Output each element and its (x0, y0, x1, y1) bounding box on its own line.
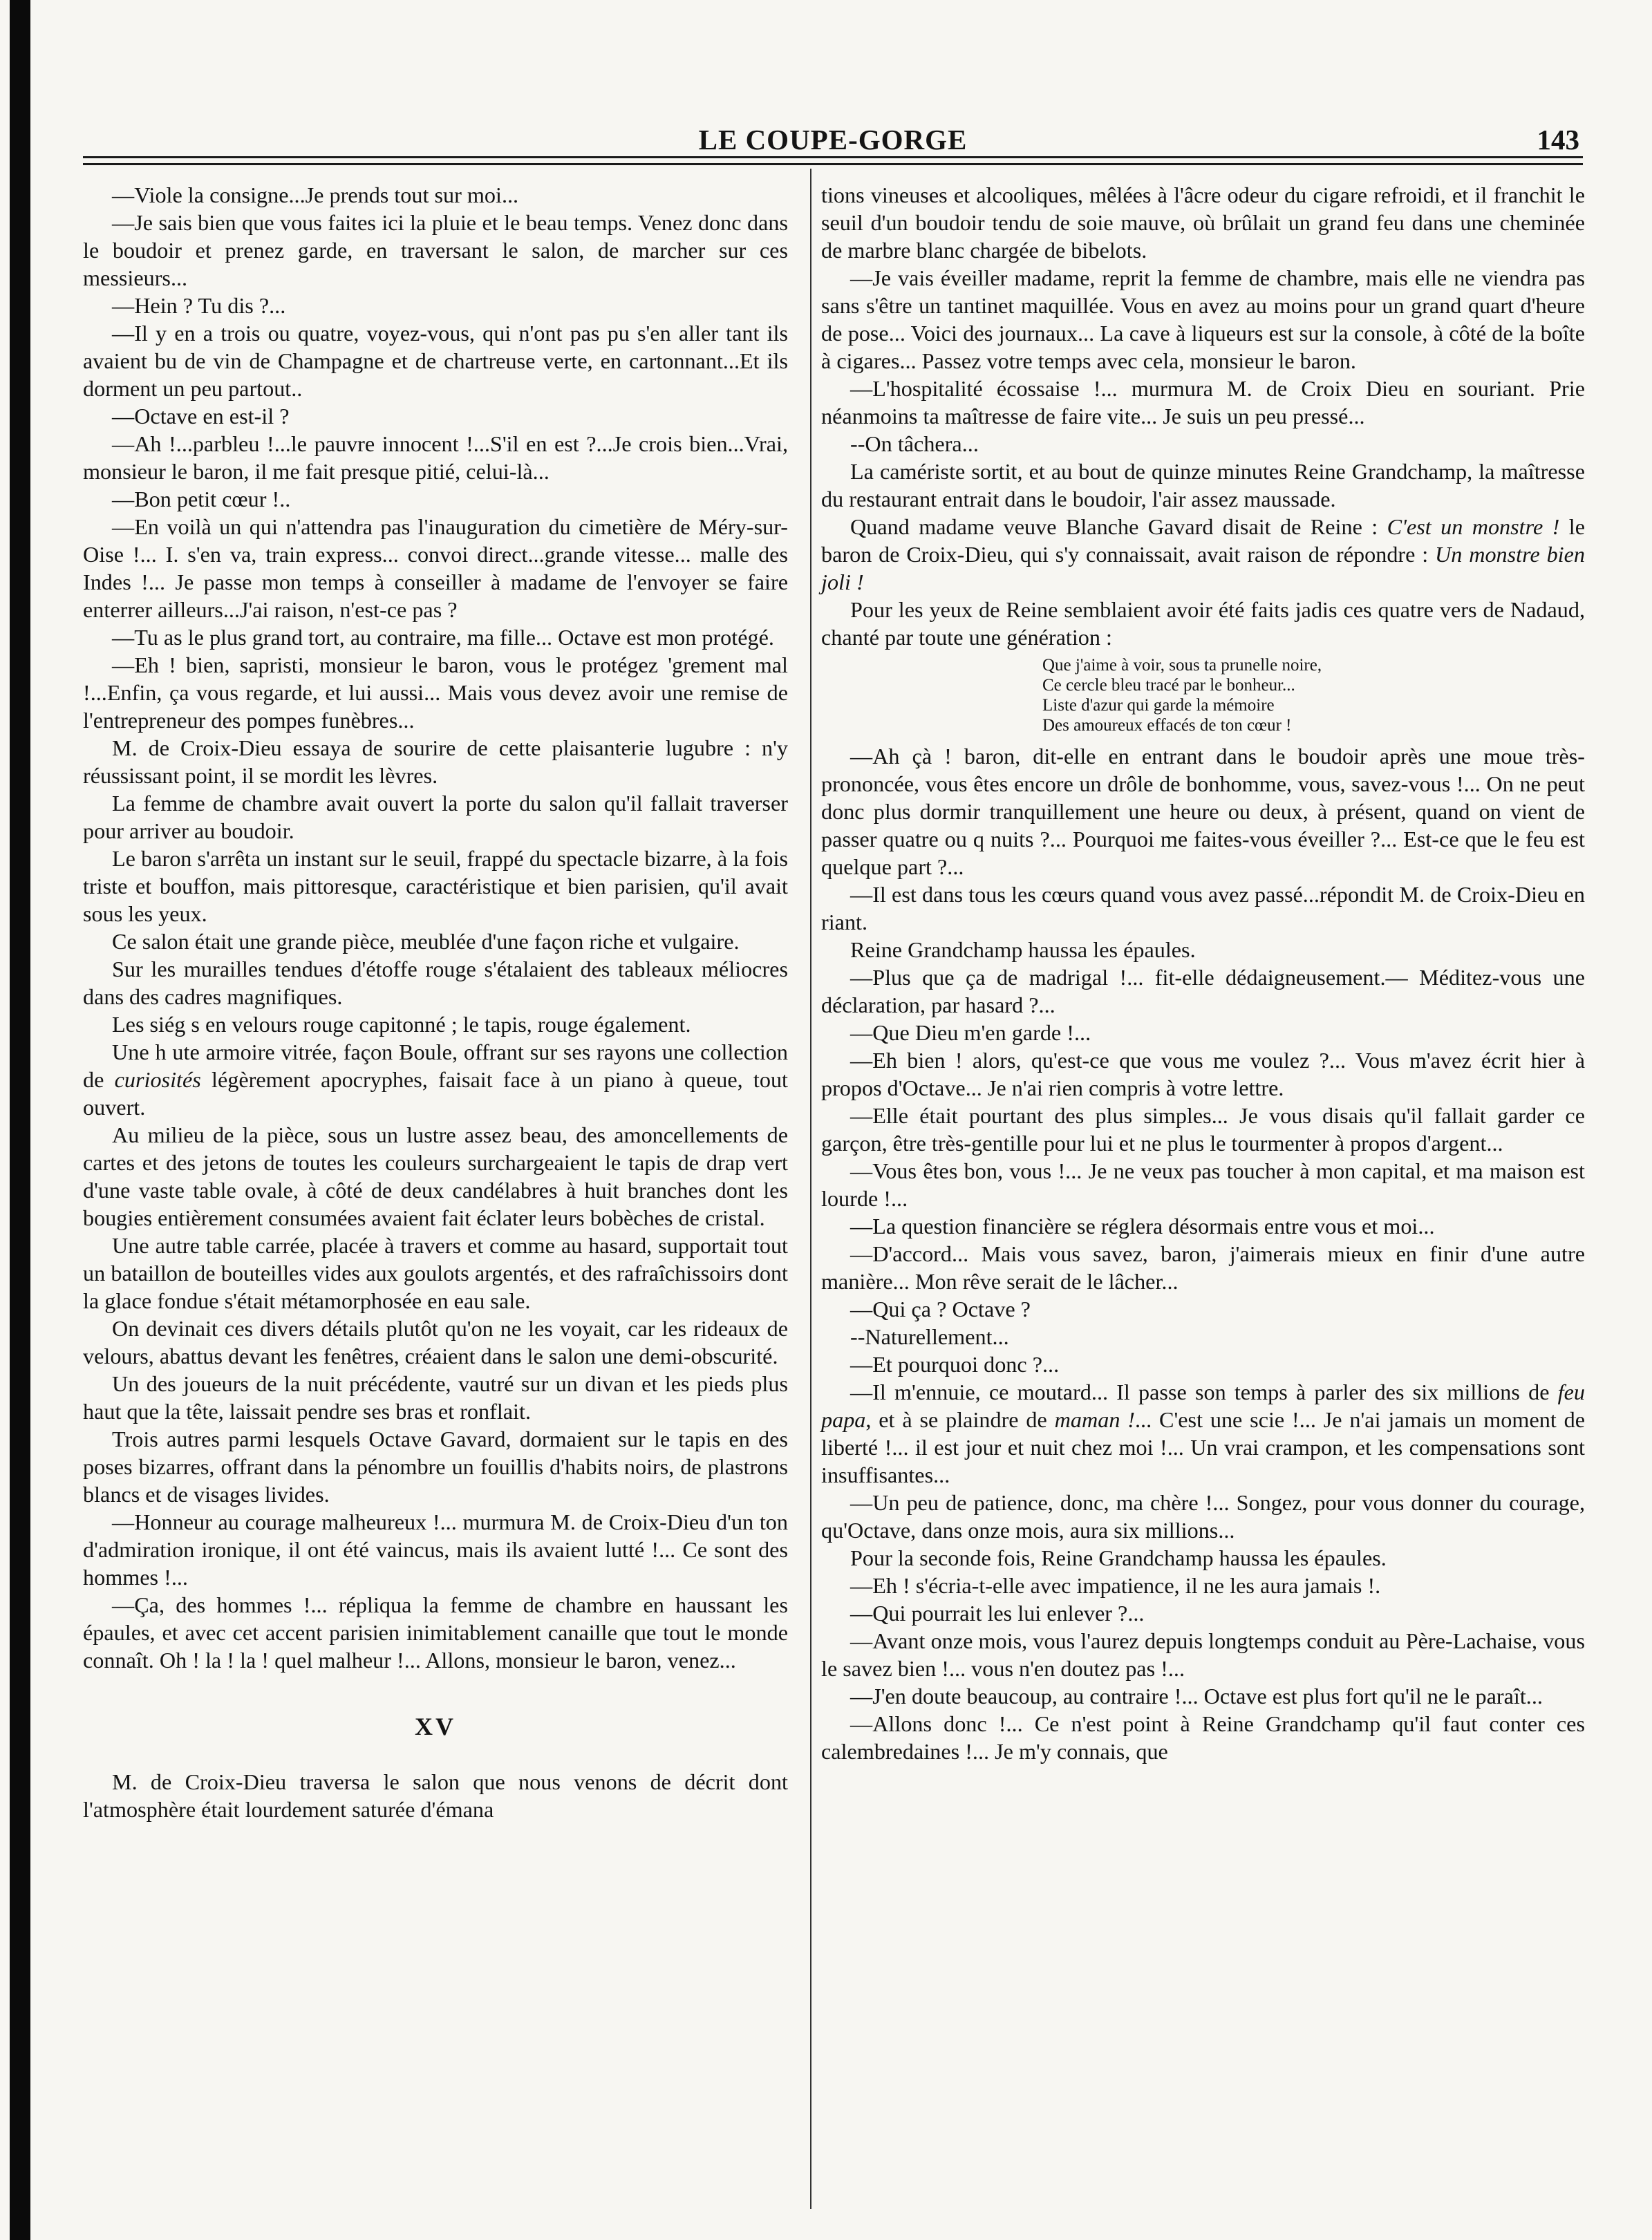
paragraph: —Ça, des hommes !... répliqua la femme de chambre en haussant les épaules, et avec cet accent parisien inimitablement canaille que tout le monde connaît. Oh ! la ! la ! quel malheur !... Allons, monsieur le baron, venez... (83, 1592, 788, 1673)
paragraph: La femme de chambre avait ouvert la porte du salon qu'il fallait traverser pour arriver au boudoir. (83, 791, 788, 843)
paragraph: La caméristе sortit, et au bout de quinze minutes Reine Grandchamp, la maîtresse du restaurant entrait dans le boudoir, l'air assez maussade. (821, 459, 1585, 511)
paragraph: —Et pourquoi donc ?... (850, 1352, 1060, 1377)
paragraph: —Je sais bien que vous faites ici la pluie et le beau temps. Venez donc dans le boudoir et prenez garde, en traversant le salon, de marcher sur ces messieurs... (83, 210, 788, 290)
paragraph: —Eh ! bien, sapristi, monsieur le baron, vous le protégez 'grement mal !...Enfin, ça vous regarde, et lui aussi... Mais vous devez avoir une remise de l'entrepreneur des pompes funèbres... (83, 652, 788, 733)
paragraph: —Il est dans tous les cœurs quand vous avez passé...répondit M. de Croix-Dieu en riant. (821, 882, 1585, 934)
paragraph: —Elle était pourtant des plus simples... Je vous disais qu'il fallait garder ce garçon, être très-gentille pour lui et ne plus le tourmenter à propos d'argent... (821, 1103, 1585, 1156)
header-rule-bottom (83, 163, 1583, 165)
column-separator (810, 169, 811, 2209)
paragraph: —Avant onze mois, vous l'aurez depuis longtemps conduit au Père-Lachaise, vous le savez bien !... vous n'en doutez pas !... (821, 1628, 1585, 1681)
paragraph: —Viole la consigne...Je prends tout sur moi... (112, 182, 519, 207)
paragraph: —Un peu de patience, donc, ma chère !... Songez, pour vous donner du courage, qu'Octave, dans onze mois, aura six millions... (821, 1490, 1585, 1543)
header-rule-top (83, 156, 1583, 158)
paragraph: On devinait ces divers détails plutôt qu'on ne les voyait, car les rideaux de velours, abattus devant les fenêtres, créaient dans le salon une demi-obscurité. (83, 1316, 788, 1368)
paragraph: --Naturellement... (850, 1324, 1009, 1349)
poem-line: Des amoureux effacés de ton cœur ! (1042, 716, 1292, 735)
paragraph: Ce salon était une grande pièce, meublée d'une façon riche et vulgaire. (112, 929, 740, 954)
paragraph: —En voilà un qui n'attendra pas l'inauguration du cimetière de Méry-sur-Oise !... I. s'en va, train express... convoi direct...grande vitesse... malle des Indes !... Je passe mon temps à conseiller à madame de l'envoyer se faire enterrer ailleurs...J'ai raison, n'est-ce pas ? (83, 514, 788, 622)
paragraph: —J'en doute beaucoup, au contraire !... Octave est plus fort qu'il ne le paraît... (850, 1684, 1543, 1709)
paragraph: tions vineuses et alcooliques, mêlées à l'âcre odeur du cigare refroidi, et il franchit le seuil d'un boudoir tendu de soie mauve, où brûlait un grand feu dans une cheminée de marbre blanc chargée de bibelots. (821, 182, 1585, 263)
right-paragraphs-before (821, 181, 1585, 651)
paragraph: —Ah !...parbleu !...le pauvre innocent !...S'il en est ?...Je crois bien...Vrai, monsieur le baron, il me fait presque pitié, celui-là... (83, 431, 788, 484)
paragraph: —Octave en est-il ? (112, 404, 290, 429)
paragraph: Un des joueurs de la nuit précédente, vautré sur un divan et les pieds plus haut que la tête, laissait pendre ses bras et ronflait. (83, 1371, 788, 1424)
paragraph: —Ah çà ! baron, dit-elle en entrant dans le boudoir après une moue très-prononcée, vous êtes encore un drôle de bonhomme, vous, savez-vous !... On ne peut donc plus dormir tranquillement une heure ou deux, à présent, quand on vient de passer quatre ou q nuits ?... Pourquoi me faites-vous éveiller ?... Est-ce que le feu est quelque part ?... (821, 744, 1585, 879)
chapter-heading: XV (415, 1713, 456, 1740)
paragraph: Au milieu de la pièce, sous un lustre assez beau, des amoncellements de cartes et des jetons de toutes les couleurs surchargeaient le tapis de drap vert d'une vaste table ovale, à côté de deux candélabres à huit branches dont les bougies entièrement consumées avaient fait éclater leurs bobèches de cristal. (83, 1122, 788, 1230)
page-header (86, 123, 1579, 164)
paragraph: Trois autres parmi lesquels Octave Gavard, dormaient sur le tapis en des poses bizarres, offrant dans la pénombre un fouillis d'habits noirs, de plastrons blancs et de visages livides. (83, 1427, 788, 1507)
paragraph: Reine Grandchamp haussa les épaules. (850, 937, 1196, 962)
paragraph: —Tu as le plus grand tort, au contraire, ma fille... Octave est mon protégé. (112, 625, 774, 650)
paragraph: —Que Dieu m'en garde !... (850, 1020, 1091, 1045)
paragraph: —Bon petit cœur !.. (112, 487, 291, 511)
paragraph: —D'accord... Mais vous savez, baron, j'aimerais mieux en finir d'une autre manière... Mon rêve serait de le lâcher... (821, 1241, 1585, 1294)
page-number: 143 (1537, 124, 1579, 156)
paragraph: —La question financière se réglera désormais entre vous et moi... (850, 1214, 1435, 1239)
right-column (821, 181, 1585, 1765)
paragraph: —Honneur au courage malheureux !... murmura M. de Croix-Dieu d'un ton d'admiration ironique, il ont été vaincus, mais ils avaient lutté !... Ce sont des hommes !... (83, 1509, 788, 1590)
paragraph: Une autre table carrée, placée à travers et comme au hasard, supportait tout un bataillon de bouteilles vides aux goulots argentés, et des rafraîchissoirs dont la glace fondue s'était métamorphosée en eau sale. (83, 1233, 788, 1313)
paragraph: —Il m'ennuie, ce moutard... Il passe son temps à parler des six millions de feu papa, et à se plaindre de maman !... C'est une scie !... Je n'ai jamais un moment de liberté !... il est jour et nuit chez moi !... Un vrai crampon, et les compensations sont insuffisantes... (821, 1380, 1585, 1487)
left-paragraphs-after (83, 1768, 788, 1823)
paragraph: Les siég s en velours rouge capitonné ; le tapis, rouge également. (112, 1012, 691, 1037)
paragraph: Pour la seconde fois, Reine Grandchamp haussa les épaules. (850, 1545, 1387, 1570)
paragraph: —Eh bien ! alors, qu'est-ce que vous me voulez ?... Vous m'avez écrit hier à propos d'Octave... Je n'ai rien compris à votre lettre. (821, 1048, 1585, 1100)
paragraph: Sur les murailles tendues d'étoffe rouge s'étalaient des tableaux méliocres dans des cadres magnifiques. (83, 957, 788, 1009)
paragraph: —Eh ! s'écria-t-elle avec impatience, il ne les aura jamais !. (850, 1573, 1381, 1598)
paragraph: Une h ute armoire vitrée, façon Boule, offrant sur ses rayons une collection de curiosités légèrement apocryphes, faisait face à un piano à queue, tout ouvert. (83, 1039, 789, 1120)
paragraph: Le baron s'arrêta un instant sur le seuil, frappé du spectacle bizarre, à la fois triste et bouffon, mais pittoresque, caractéristique et bien parisien, qu'il avait sous les yeux. (83, 846, 788, 926)
paragraph: —Qui ça ? Octave ? (850, 1297, 1031, 1321)
paragraph: Pour les yeux de Reine semblaient avoir été faits jadis ces quatre vers de Nadaud, chanté par toute une génération : (821, 597, 1585, 650)
paragraph: —Il y en a trois ou quatre, voyez-vous, qui n'ont pas pu s'en aller tant ils avaient bu de vin de Champagne et de chartreuse verte, en cartonnant...Et ils dorment un peu partout.. (83, 321, 788, 401)
poem-line: Que j'aime à voir, sous ta prunelle noire, (1042, 656, 1322, 675)
left-paragraphs (83, 181, 788, 1674)
poem-line: Liste d'azur qui garde la mémoire (1042, 696, 1275, 715)
paragraph: —Je vais éveiller madame, reprit la femme de chambre, mais elle ne viendra pas sans s'être un tantinet maquillée. Vous en avez au moins pour un grand quart d'heure de pose... Voici des journaux... La cave à liqueurs est sur la console, à côté de la boîte à cigares... Passez votre temps avec cela, monsieur le baron. (821, 265, 1585, 373)
right-paragraphs-after (821, 742, 1585, 1765)
binding-edge (10, 0, 30, 2240)
paragraph: —Allons donc !... Ce n'est point à Reine Grandchamp qu'il faut conter ces calembredaines !... Je m'y connais, que (821, 1711, 1585, 1764)
paragraph: Quand madame veuve Blanche Gavard disait de Reine : C'est un monstre ! le baron de Croix-Dieu, qui s'y connaissait, avait raison de répondre : Un monstre bien joli ! (821, 514, 1585, 594)
paragraph: M. de Croix-Dieu essaya de sourire de cette plaisanterie lugubre : n'y réussissant point, il se mordit les lèvres. (83, 735, 788, 788)
running-title: LE COUPE-GORGE (698, 124, 968, 156)
paragraph: --On tâchera... (850, 431, 979, 456)
paragraph: —Hein ? Tu dis ?... (112, 293, 286, 318)
paragraph: M. de Croix-Dieu traversa le salon que nous venons de décrit dont l'atmosphère était lourdement saturée d'émana (83, 1769, 788, 1822)
paragraph: —Qui pourrait les lui enlever ?... (850, 1601, 1145, 1626)
paragraph: —Plus que ça de madrigal !... fit-elle dédaigneusement.— Méditez-vous une déclaration, par hasard ?... (821, 965, 1585, 1017)
paragraph: —Vous êtes bon, vous !... Je ne veux pas toucher à mon capital, et ma maison est lourde !... (821, 1158, 1585, 1211)
left-column (83, 181, 788, 1823)
poem-line: Ce cercle bleu tracé par le bonheur... (1042, 676, 1295, 695)
paragraph: —L'hospitalité écossaise !... murmura M. de Croix Dieu en souriant. Prie néanmoins ta maîtresse de faire vite... Je suis un peu pressé... (821, 376, 1585, 429)
poem-quote (1042, 655, 1585, 735)
